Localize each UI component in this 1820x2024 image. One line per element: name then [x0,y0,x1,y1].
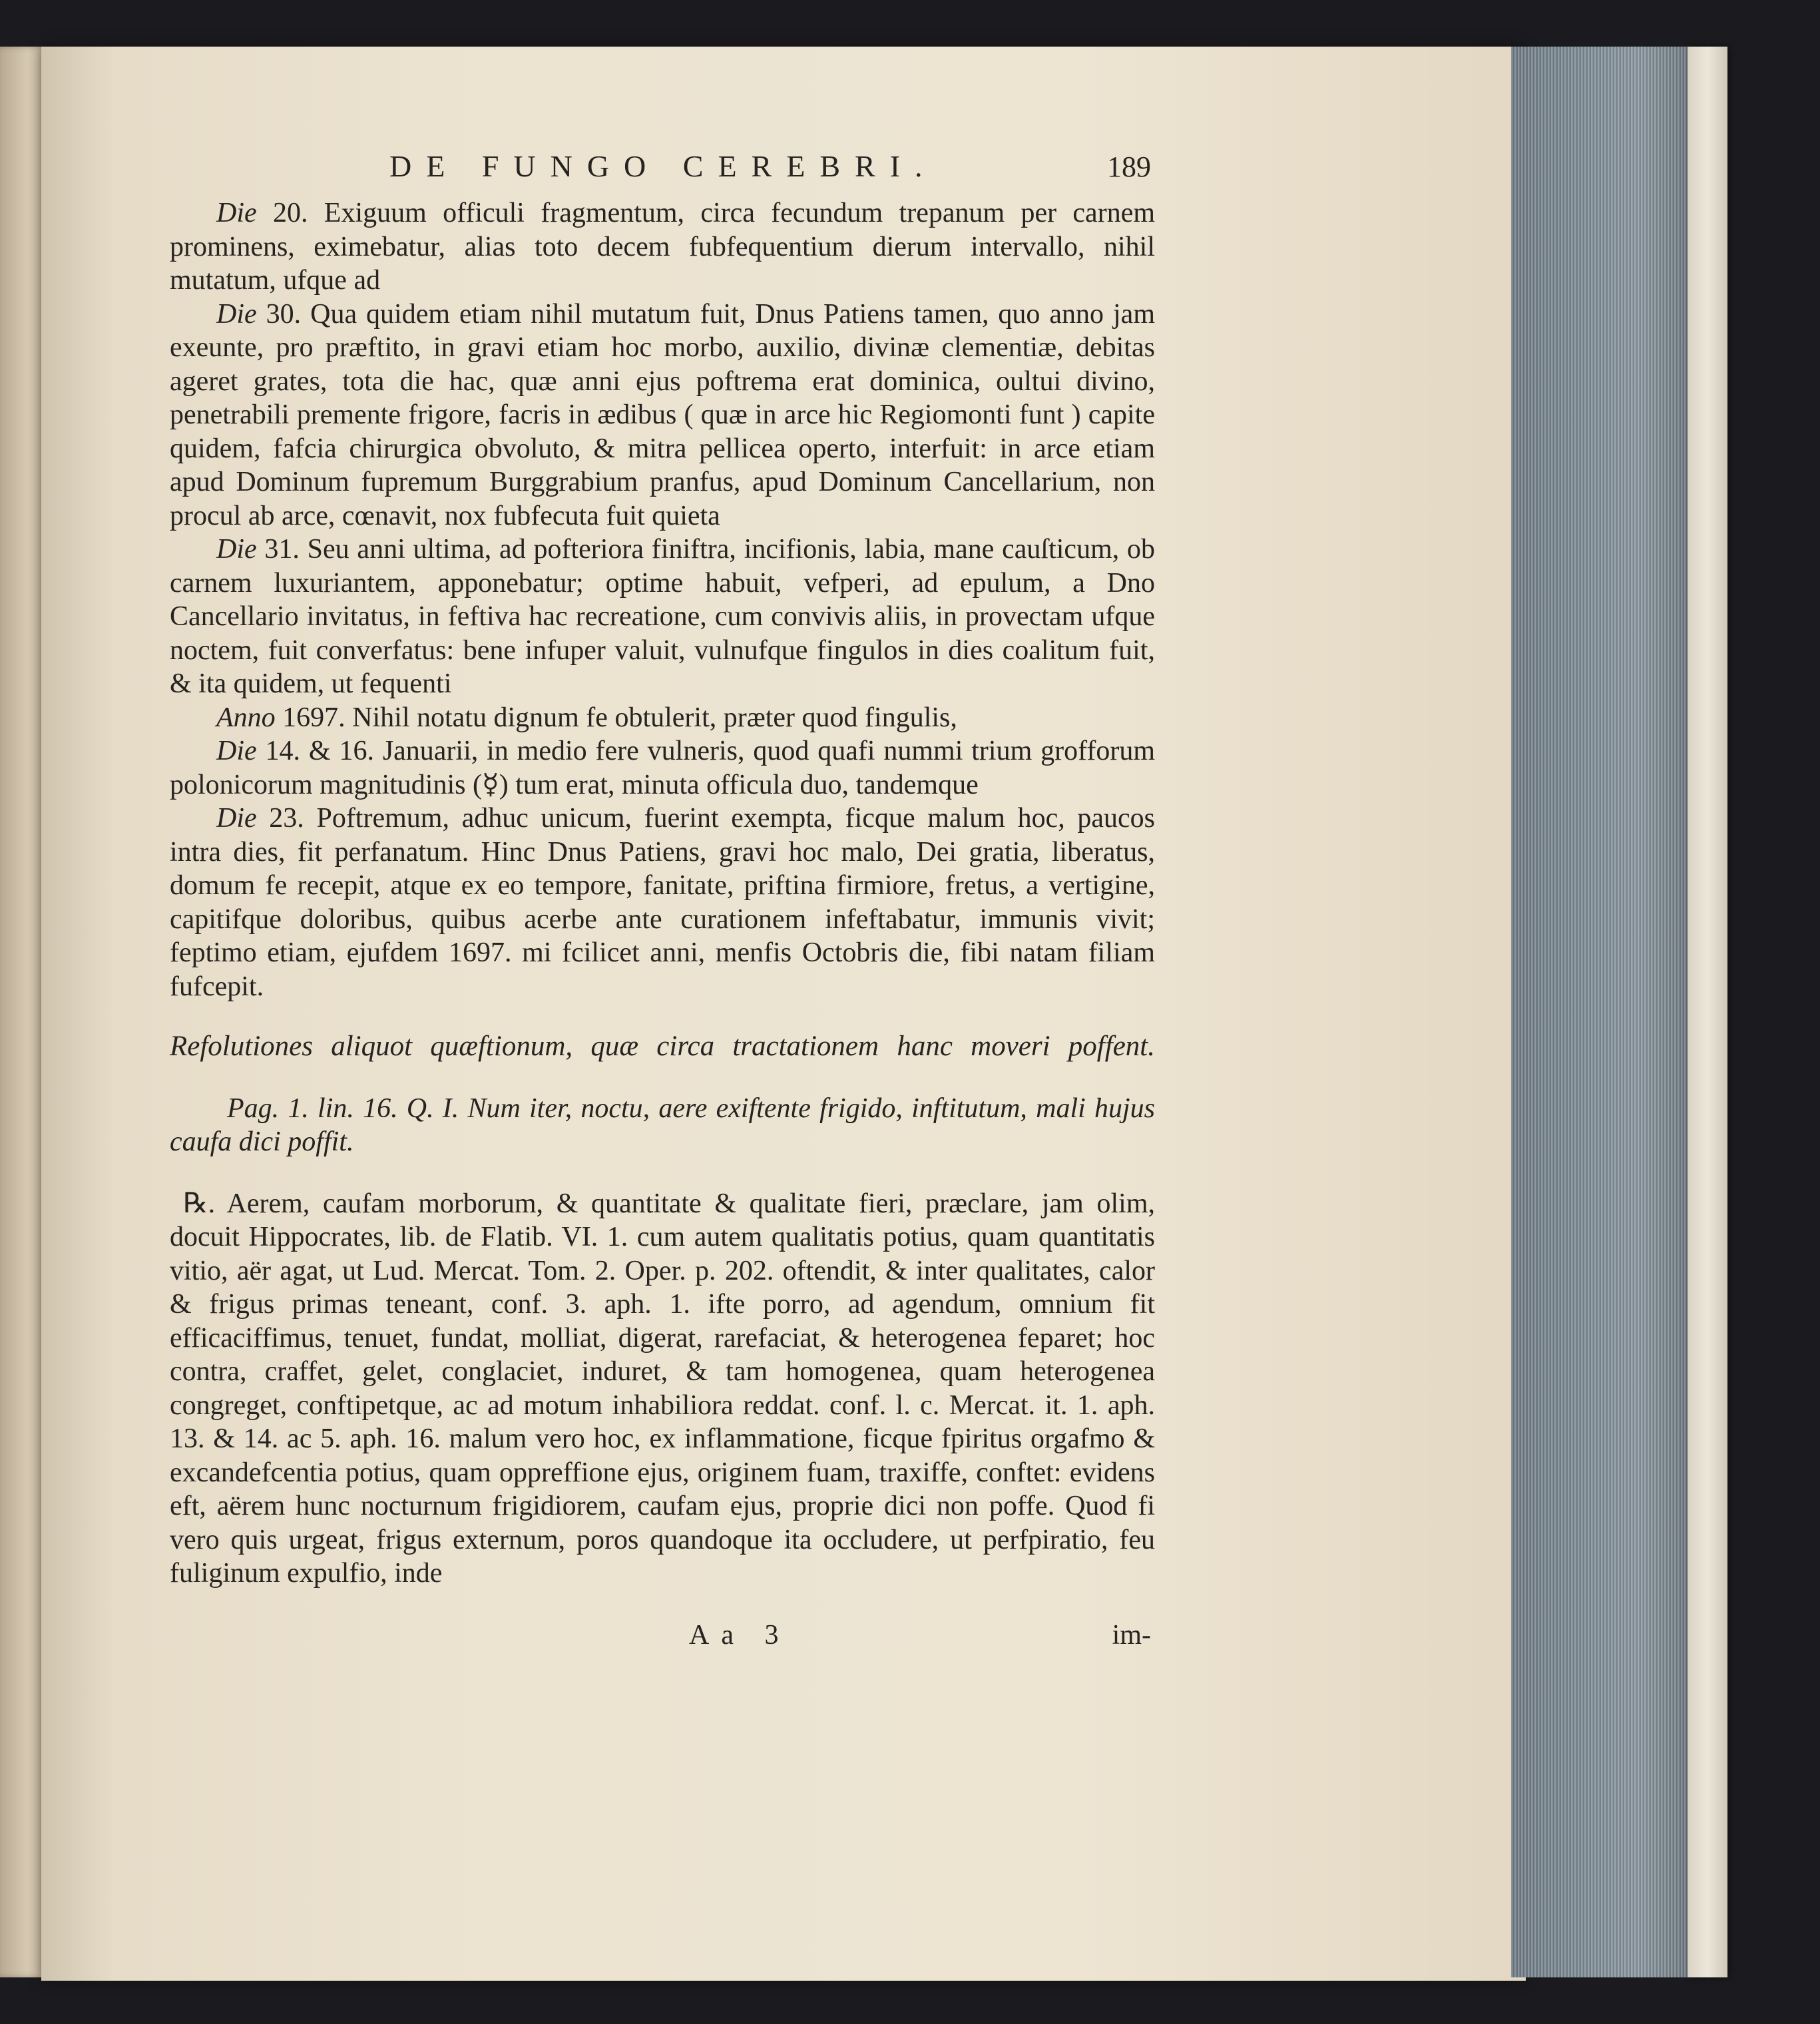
entry-label: Anno [216,702,276,733]
entry-label: Die [216,534,257,565]
entry-label: Die [216,298,257,330]
entry-text: 20. Exiguum officuli fragmentum, circa fecundum trepanum per carnem prominens, eximebatur, alias toto decem fubfequentium dierum intervallo, nihil mutatum, ufque ad [170,198,1155,296]
question-paragraph: Pag. 1. lin. 16. Q. I. Num iter, noctu, aere exiftente frigido, inftitutum, mali hujus caufa dici poffit. [170,1093,1155,1157]
entry-label: Die [216,736,257,766]
entry-text: 14. & 16. Januarii, in medio fere vulneris, quod quafi nummi trium grofforum polonicorum magnitudinis (☿) tum erat, minuta officula duo, tandemque [170,736,1155,800]
running-title: DE FUNGO CEREBRI. [389,149,937,183]
page-footer [170,1619,1155,1652]
entry-label: Die [216,803,257,834]
page-number: 189 [1107,150,1151,183]
diary-entry [170,734,1155,802]
entry-text: 30. Qua quidem etiam nihil mutatum fuit, Dnus Patiens tamen, quo anno jam exeunte, pro præftito, in gravi etiam hoc morbo, auxilio, divinæ clementiæ, debitas ageret grates, tota die hac, quæ anni ejus poftrema erat dominica, oultui divino, penetrabili premente frigore, facris in ædibus ( quæ in arce hic Regiomonti funt ) capite quidem, fafcia chirurgica obvoluto, & mitra pellicea operto, interfuit: in arce etiam apud Dominum fupremum Burggrabium pranfus, apud Dominum Cancellarium, non procul ab arce, cœnavit, nox fubfecuta fuit quieta [170,298,1155,531]
catchword: im- [1112,1619,1151,1650]
diary-entry [170,802,1155,1003]
diary-entry [170,196,1155,298]
entry-label: Die [216,198,257,228]
book-cover-board [1688,47,1727,1977]
running-head [170,150,1155,188]
entry-text: 31. Seu anni ultima, ad pofteriora finiftra, incifionis, labia, mane cauſticum, ob carnem luxuriantem, apponebatur; optime habuit, vefperi, ad epulum, a Dno Cancellario invitatus, in feftiva hac recreatione, cum convivis aliis, in provectam ufque noctem, fuit converfatus: bene infuper valuit, vulnufque fingulos in dies coalitum fuit, & ita quidem, ut fequenti [170,534,1155,699]
entry-text: 1697. Nihil notatu dignum fe obtulerit, præter quod fingulis, [275,702,957,733]
diary-entry [170,533,1155,701]
page-block-edges [1511,47,1694,1977]
facing-page-edge [0,47,47,1977]
section-title: Refolutiones aliquot quæftionum, quæ circa tractationem hanc moveri poffent. [170,1031,1155,1062]
page-text-block [170,150,1155,1652]
diary-entry [170,298,1155,533]
signature-mark: Aa 3 [689,1619,791,1650]
diary-entry [170,701,1155,735]
entry-text: 23. Poftremum, adhuc unicum, fuerint exempta, ficque malum hoc, paucos intra dies, fit perfanatum. Hinc Dnus Patiens, gravi hoc malo, Dei gratia, liberatus, domum fe recepit, atque ex eo tempore, fanitate, priftina firmiore, fretus, a vertigine, capitifque doloribus, quibus acerbe ante curationem infeftabatur, immunis vivit; feptimo etiam, ejufdem 1697. mi fcilicet anni, menfis Octobris die, fibi natam filiam fufcepit. [170,803,1155,1002]
answer-paragraph: ℞. Aerem, caufam morborum, & quantitate & qualitate fieri, præclare, jam olim, docuit Hippocrates, lib. de Flatib. VI. 1. cum autem qualitatis potius, quam quantitatis vitio, aër agat, ut Lud. Mercat. Tom. 2. Oper. p. 202. oftendit, & inter qualitates, calor & frigus primas teneant, conf. 3. aph. 1. ifte porro, ad agendum, omnium fit efficaciffimus, tenuet, fundat, molliat, digerat, rarefaciat, & heterogenea feparet; hoc contra, craffet, gelet, conglaciet, induret, & tam homogenea, quam heterogenea congreget, conftipetque, ac ad motum inhabiliora reddat. conf. l. c. Mercat. it. 1. aph. 13. & 14. ac 5. aph. 16. malum vero hoc, ex inflammatione, ficque fpiritus orgafmo & excandefcentia potius, quam oppreffione ejus, originem fuam, traxiffe, conftet: evidens eft, aërem hunc nocturnum frigidiorem, caufam ejus, proprie dici non poffe. Quod fi vero quis urgeat, frigus externum, poros quandoque ita occludere, ut perfpiratio, feu fuliginum expulfio, inde [170,1188,1155,1589]
